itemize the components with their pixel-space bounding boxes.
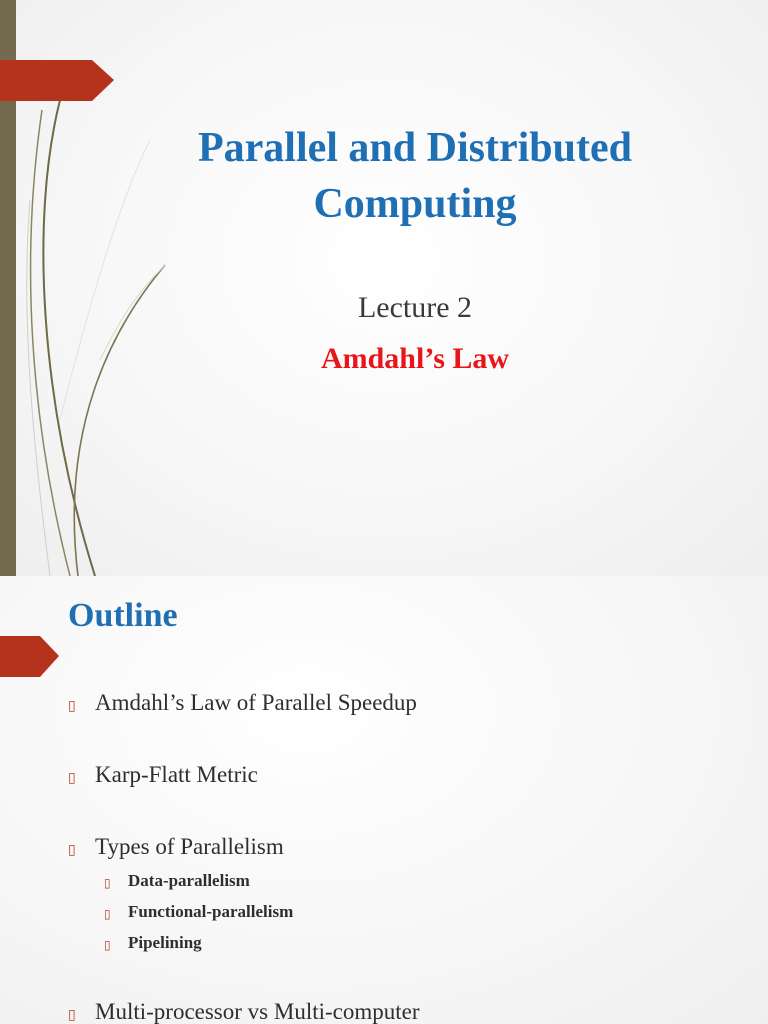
list-item-text: Karp-Flatt Metric [95,762,258,787]
list-item-text: Types of Parallelism [95,834,284,859]
list-item [68,760,258,793]
list-item-text: Amdahl’s Law of Parallel Speedup [95,690,417,715]
list-item [68,832,284,865]
outline-slide [0,576,768,1024]
list-item-text: Data-parallelism [128,871,250,890]
bullet-icon: ▯ [68,842,76,858]
slide-title [120,120,710,232]
list-item [104,931,202,957]
bullet-icon: ▯ [68,698,76,714]
list-item [104,869,250,895]
bullet-icon: ▯ [68,1007,76,1023]
lecture-topic: Amdahl’s Law [320,342,510,375]
title-line-1: Parallel and Distributed [197,125,632,171]
title-line-2: Computing [313,181,517,227]
bullet-icon: ▯ [104,907,111,921]
lecture-subtitle: Lecture 2 [357,291,473,324]
list-item [68,688,417,721]
bullet-icon: ▯ [68,770,76,786]
list-item-text: Pipelining [128,933,202,952]
arrow-tab-icon [0,0,120,120]
list-item [68,997,420,1024]
list-item-text: Multi-processor vs Multi-computer [95,999,420,1024]
bullet-icon: ▯ [104,938,111,952]
list-item [104,900,293,926]
outline-title: Outline [68,597,178,634]
bullet-icon: ▯ [104,876,111,890]
list-item-text: Functional-parallelism [128,902,294,921]
